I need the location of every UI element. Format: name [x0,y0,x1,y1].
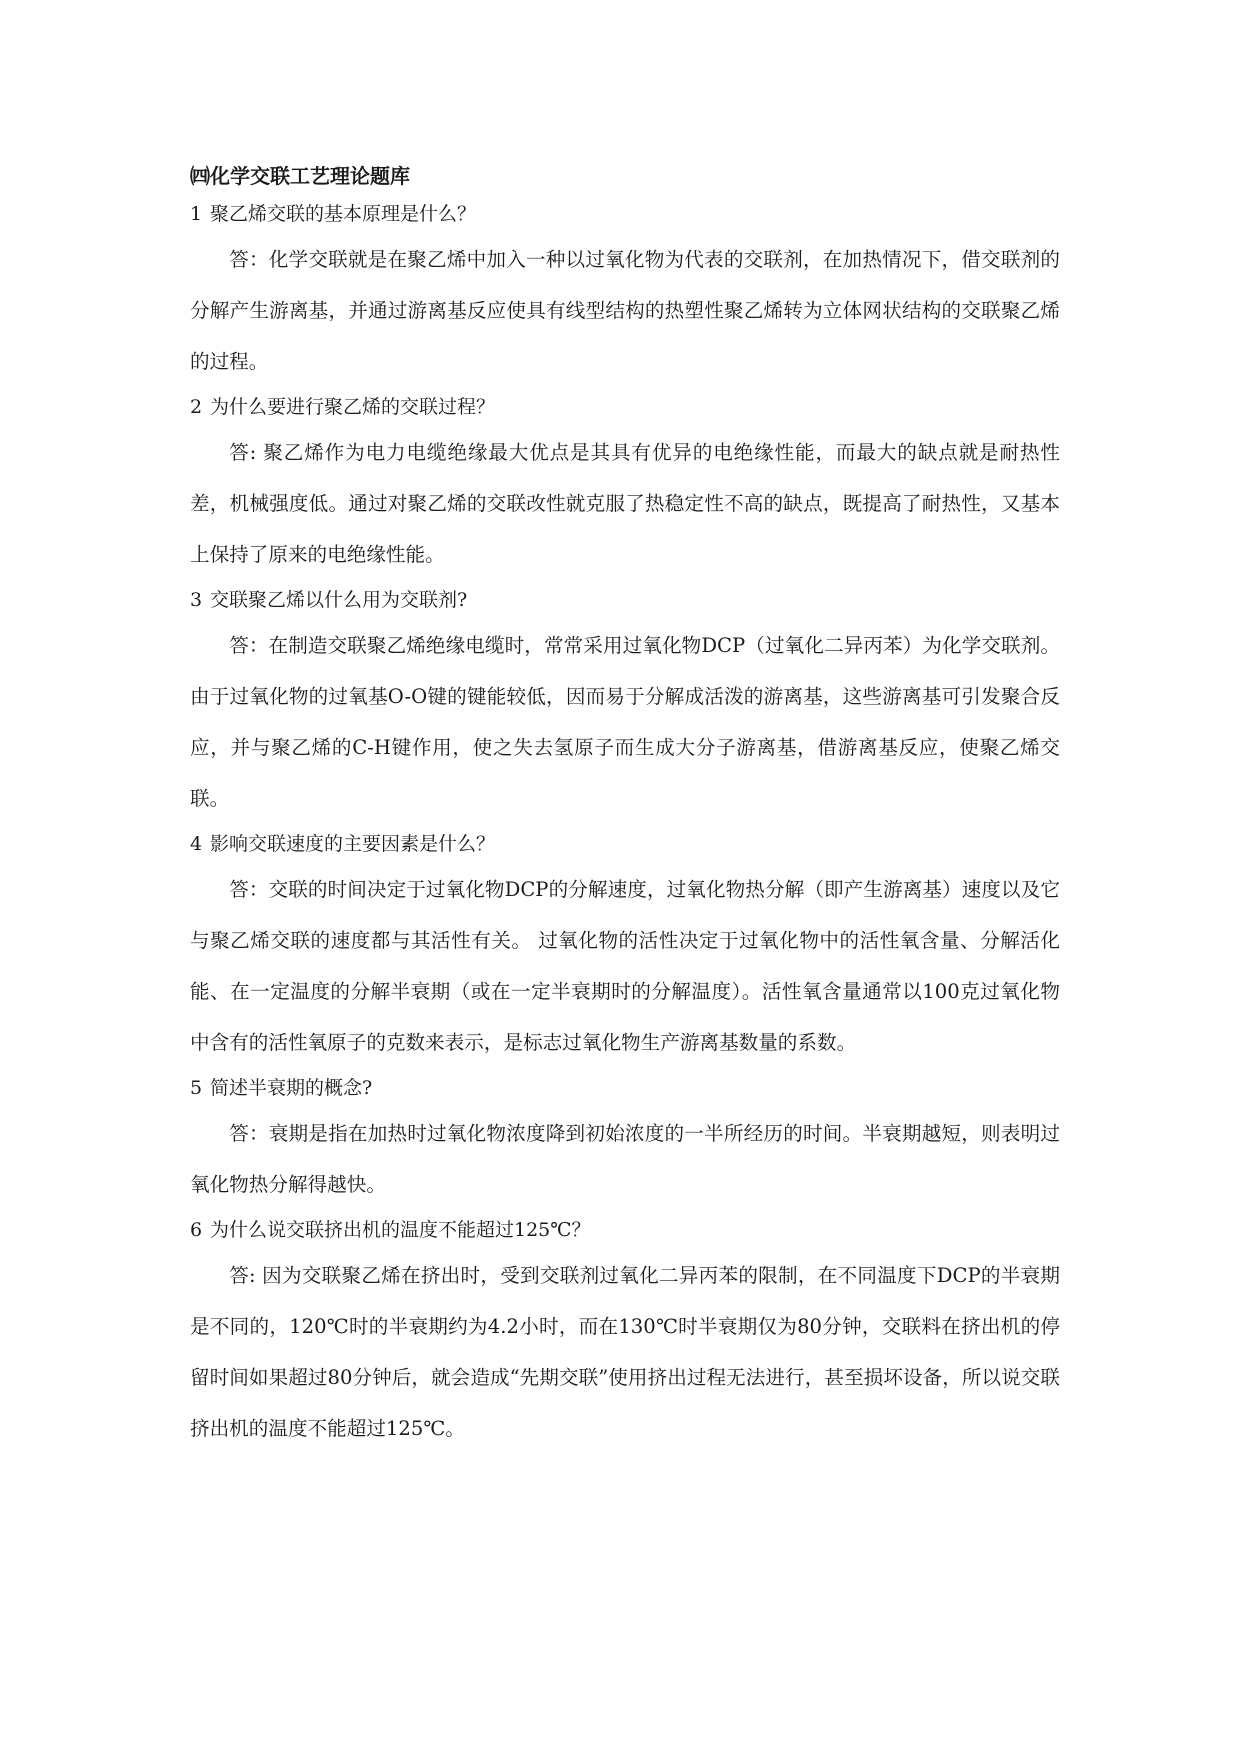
question-text: 聚乙烯交联的基本原理是什么？ [210,203,477,225]
question-number: 5 [190,1077,203,1099]
question-2 [190,387,1060,427]
answer-6: 答: 因为交联聚乙烯在挤出时，受到交联剂过氧化二异丙苯的限制，在不同温度下DCP的半衰期是不同的，120℃时的半衰期约为4.2小时，而在130℃时半衰期仅为80分钟，交联料在挤出机的停留时间如果超过80分钟后，就会造成“先期交联”使用挤出过程无法进行，甚至损坏设备，所以说交联挤出机的温度不能超过125℃。 [190,1264,1060,1440]
document-title: ㈣化学交联工艺理论题库 [190,164,410,188]
question-text: 为什么要进行聚乙烯的交联过程？ [210,396,496,418]
question-number: 6 [190,1219,203,1241]
question-text: 交联聚乙烯以什么用为交联剂? [210,589,468,611]
answer-4: 答：交联的时间决定于过氧化物DCP的分解速度，过氧化物热分解（即产生游离基）速度以及它与聚乙烯交联的速度都与其活性有关。 过氧化物的活性决定于过氧化物中的活性氧含量、分解活化能、在一定温度的分解半衰期（或在一定半衰期时的分解温度）。活性氧含量通常以100克过氧化物中含有的活性氧原子的克数来表示，是标志过氧化物生产游离基数量的系数。 [190,878,1060,1054]
question-6 [190,1210,1060,1250]
question-text: 为什么说交联挤出机的温度不能超过125℃？ [210,1219,591,1241]
answer-5: 答：衰期是指在加热时过氧化物浓度降到初始浓度的一半所经历的时间。半衰期越短，则表明过氧化物热分解得越快。 [190,1122,1060,1196]
question-5 [190,1068,1060,1108]
question-number: 2 [190,396,203,418]
question-text: 影响交联速度的主要因素是什么？ [210,833,496,855]
question-4 [190,824,1060,864]
answer-2: 答: 聚乙烯作为电力电缆绝缘最大优点是其具有优异的电绝缘性能，而最大的缺点就是耐热性差，机械强度低。通过对聚乙烯的交联改性就克服了热稳定性不高的缺点，既提高了耐热性，又基本上保持了原来的电绝缘性能。 [190,441,1060,566]
document-page [190,158,1060,1454]
answer-3: 答：在制造交联聚乙烯绝缘电缆时，常常采用过氧化物DCP（过氧化二异丙苯）为化学交联剂。由于过氧化物的过氧基O-O键的键能较低，因而易于分解成活泼的游离基，这些游离基可引发聚合反应，并与聚乙烯的C-H键作用，使之失去氢原子而生成大分子游离基，借游离基反应，使聚乙烯交联。 [190,634,1060,810]
question-number: 3 [190,589,203,611]
answer-1: 答：化学交联就是在聚乙烯中加入一种以过氧化物为代表的交联剂，在加热情况下，借交联剂的分解产生游离基，并通过游离基反应使具有线型结构的热塑性聚乙烯转为立体网状结构的交联聚乙烯的过程。 [190,248,1060,373]
question-text: 简述半衰期的概念? [210,1077,373,1099]
question-3 [190,580,1060,620]
question-1 [190,194,1060,234]
question-number: 4 [190,833,203,855]
question-number: 1 [190,203,203,225]
